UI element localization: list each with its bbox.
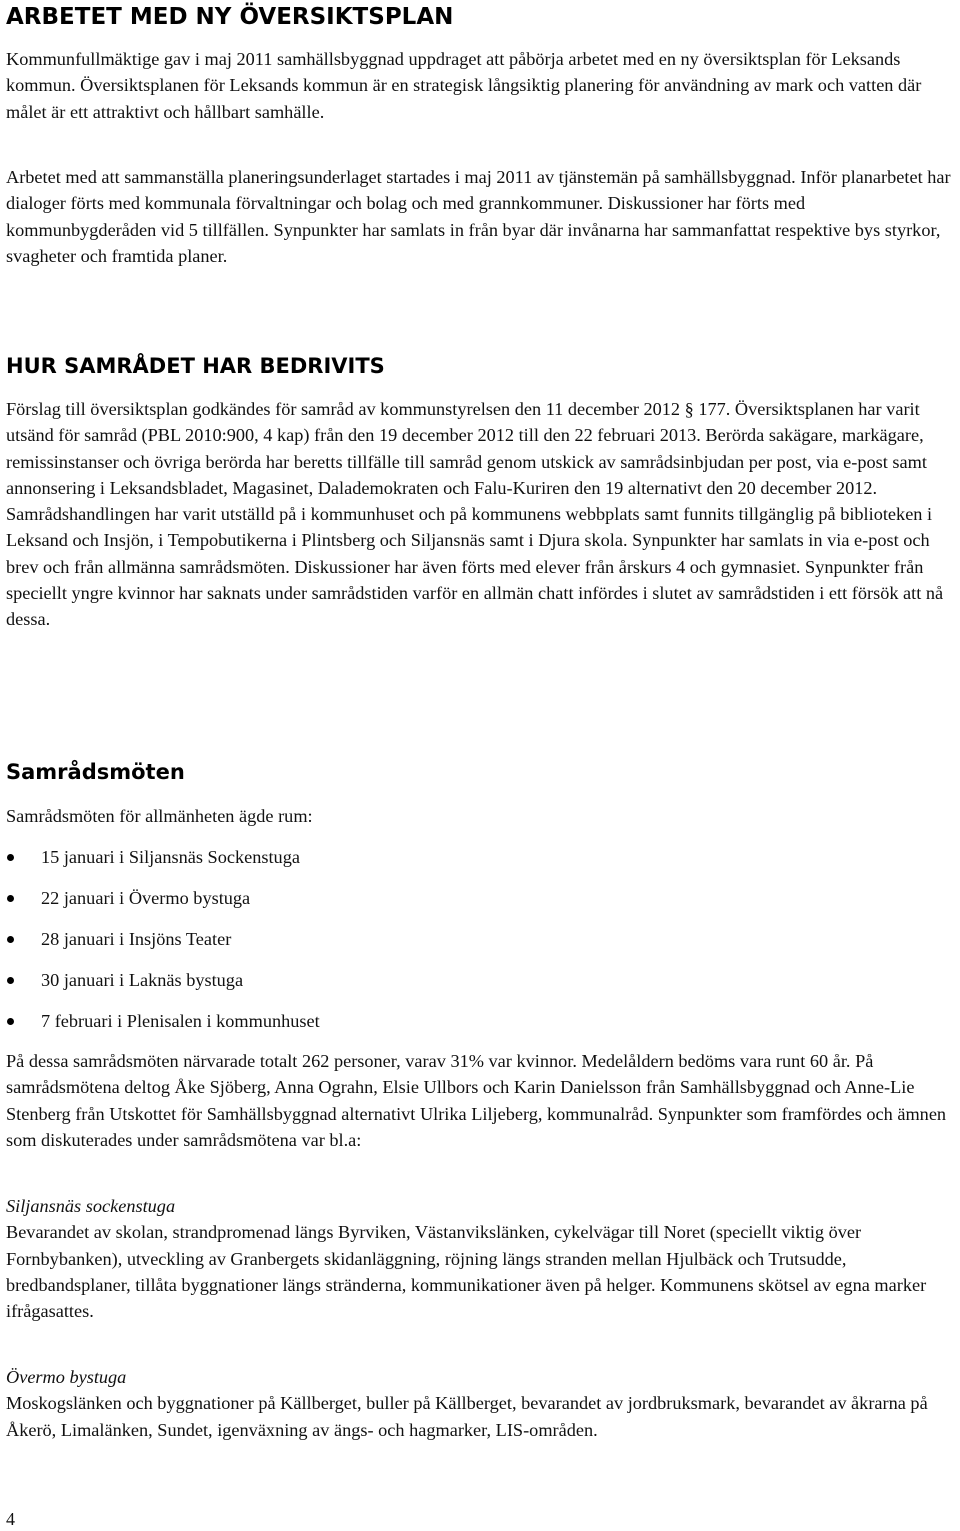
- list-item: [6, 1008, 320, 1049]
- place-block-siljansnas: [6, 1193, 956, 1324]
- page-number: 4: [6, 1509, 15, 1529]
- paragraph-meetings-summary: [6, 1048, 956, 1153]
- list-item-text: 7 februari i Plenisalen i kommunhuset: [41, 1011, 320, 1031]
- list-item: [6, 844, 320, 885]
- paragraph-meetings-intro: [6, 803, 956, 829]
- bullet-icon: [7, 854, 14, 861]
- list-item-text: 28 januari i Insjöns Teater: [41, 929, 232, 949]
- meeting-list: [6, 844, 320, 1049]
- paragraph-samrad: [6, 396, 956, 633]
- paragraph-text: Förslag till översiktsplan godkändes för samråd av kommunstyrelsen den 11 december 2012 § 177. Översiktsplanen har varit utsänd för samråd (PBL 2010:900, 4 kap) från den 19 december 2012 till den 22 februari 2013. Berörda sakägare, markägare, remissinstanser och övriga berörda har beretts tillfälle till samråd genom utskick av samrådsinbjudan per post, via e-post samt annonsering i Leksandsbladet, Magasinet, Dalademokraten och Falu-Kuriren den 19 alternativt den 20 december 2012. Samrådshandlingen har varit utställd på i kommunhuset och på kommunens webbplats samt funnits tillgänglig på biblioteken i Leksand och Insjön, i Tempobutikerna i Plintsberg och Siljansnäs samt i Djura skola. Synpunkter har samlats in via e-post och brev och från allmänna samrådsmöten. Diskussioner har även förts med elever från årskurs 4 och gymnasiet. Synpunkter från speciellt yngre kvinnor har saknats under samrådstiden varför en allmän chatt infördes i slutet av samrådstiden i ett försök att nå dessa.: [6, 399, 944, 630]
- paragraph-text: Kommunfullmäktige gav i maj 2011 samhällsbyggnad uppdraget att påbörja arbetet med en ny översiktsplan för Leksands kommun. Översiktsplanen för Leksands kommun är en strategisk långsiktig planering för användning av mark och vatten där målet är ett attraktivt och hållbart samhälle.: [6, 49, 922, 122]
- paragraph-text: På dessa samrådsmöten närvarade totalt 262 personer, varav 31% var kvinnor. Medelåldern bedöms vara runt 60 år. På samrådsmötena deltog Åke Sjöberg, Anna Ograhn, Elsie Ullbors och Karin Danielsson från Samhällsbyggnad och Anne-Lie Stenberg från Utskottet för Samhällsbyggnad alternativt Ulrika Liljeberg, kommunalråd. Synpunkter som framfördes och ämnen som diskuterades under samrådsmötena var bl.a:: [6, 1051, 947, 1150]
- place-title: Siljansnäs sockenstuga: [6, 1196, 176, 1216]
- bullet-icon: [7, 936, 14, 943]
- subsection-heading-samradsmoten: Samrådsmöten: [6, 760, 185, 784]
- list-item-text: 30 januari i Laknäs bystuga: [41, 970, 244, 990]
- place-text: Bevarandet av skolan, strandpromenad längs Byrviken, Västanvikslänken, cykelvägar till Noret (speciellt viktig över Fornbybanken), utveckling av Granbergets skidanläggning, röjning längs stranden mellan Hjulbäck och Trutsudde, bredbandsplaner, tillåta byggnationer längs stränderna, kommunikationer även på helger. Kommunens skötsel av egna marker ifrågasattes.: [6, 1222, 927, 1322]
- place-text: Moskogslänken och byggnationer på Källberget, buller på Källberget, bevarandet av jordbruksmark, bevarandet av åkrarna på Åkerö, Limalänken, Sundet, igenväxning av ängs- och hagmarker, LIS-områden.: [6, 1393, 928, 1440]
- paragraph-text: Samrådsmöten för allmänheten ägde rum:: [6, 806, 313, 826]
- list-item: [6, 967, 320, 1008]
- section-heading-samradet: HUR SAMRÅDET HAR BEDRIVITS: [6, 354, 385, 378]
- list-item-text: 22 januari i Övermo bystuga: [41, 888, 251, 908]
- paragraph-intro: [6, 46, 956, 125]
- place-block-overmo: [6, 1364, 956, 1443]
- paragraph-text: Arbetet med att sammanställa planeringsunderlaget startades i maj 2011 av tjänstemän på samhällsbyggnad. Inför planarbetet har dialoger förts med kommunala förvaltningar och bolag och med grannkommuner. Diskussioner har förts med kommunbygderåden vid 5 tillfällen. Synpunkter har samlats in från byar där invånarna har sammanfattat respektive bys styrkor, svagheter och framtida planer.: [6, 167, 951, 266]
- place-title: Övermo bystuga: [6, 1367, 127, 1387]
- list-item: [6, 926, 320, 967]
- bullet-icon: [7, 977, 14, 984]
- section-heading-ny-oversiktsplan: ARBETET MED NY ÖVERSIKTSPLAN: [6, 4, 454, 30]
- paragraph-planning-basis: [6, 164, 956, 269]
- list-item: [6, 885, 320, 926]
- bullet-icon: [7, 895, 14, 902]
- bullet-icon: [7, 1018, 14, 1025]
- list-item-text: 15 januari i Siljansnäs Sockenstuga: [41, 847, 300, 867]
